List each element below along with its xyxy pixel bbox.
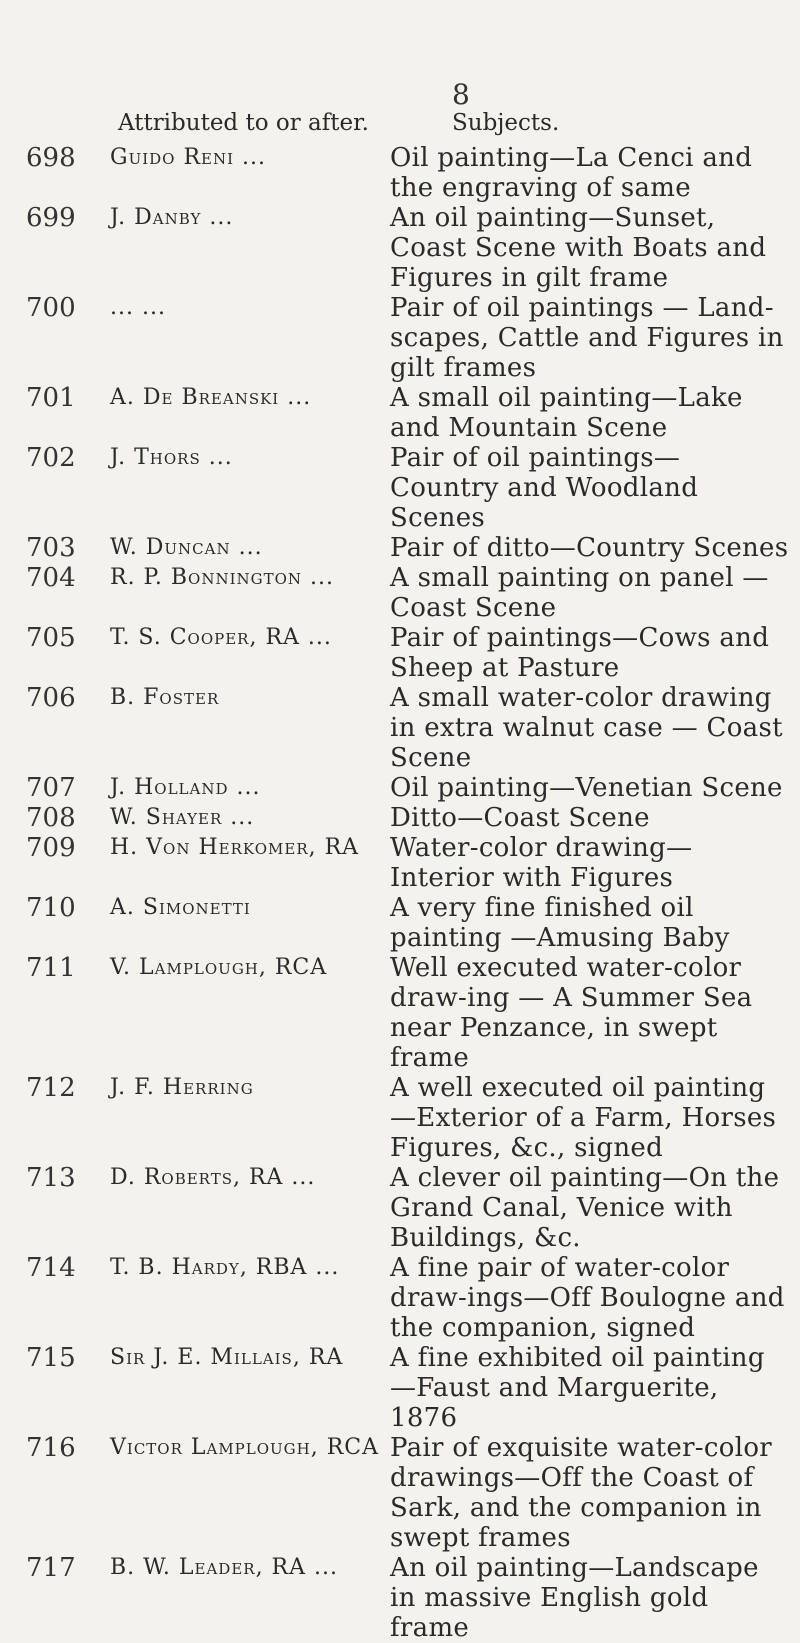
lot-number: 710 (26, 893, 76, 923)
lot-artist: T. B. Hardy, RBA ... (110, 1255, 340, 1280)
lot-number: 716 (26, 1433, 76, 1463)
lot-number: 713 (26, 1163, 76, 1193)
lot-entry (0, 1073, 800, 1163)
lot-subject: Pair of paintings—Cows and Sheep at Pasture (390, 623, 770, 683)
lot-entry (0, 143, 800, 203)
lot-artist: J. Thors ... (110, 445, 233, 470)
lot-subject: Oil painting—La Cenci and the engraving of same (390, 143, 753, 203)
lot-subject: A very fine finished oil painting —Amusing Baby (390, 893, 730, 953)
column-header-attribution: Attributed to or after. (118, 110, 369, 136)
lot-subject: Water-color drawing—Interior with Figures (390, 833, 693, 893)
lot-number: 700 (26, 293, 76, 323)
lot-entry (0, 803, 800, 833)
lot-artist: J. Holland ... (110, 775, 261, 800)
lot-entry (0, 1433, 800, 1553)
lot-entry (0, 203, 800, 293)
lot-number: 711 (26, 953, 76, 983)
lot-artist: ... ... (110, 295, 166, 320)
lot-artist: R. P. Bonnington ... (110, 565, 335, 590)
lot-entry (0, 833, 800, 893)
lot-entry (0, 1163, 800, 1253)
lot-subject: Well executed water-color draw-ing — A Summer Sea near Penzance, in swept frame (390, 953, 753, 1073)
lot-number: 709 (26, 833, 76, 863)
lot-entry (0, 293, 800, 383)
lot-number: 715 (26, 1343, 76, 1373)
lot-entry (0, 533, 800, 563)
lot-subject: A fine exhibited oil painting—Faust and Marguerite, 1876 (390, 1343, 765, 1433)
lot-subject: Pair of oil paintings — Land-scapes, Cattle and Figures in gilt frames (390, 293, 784, 383)
catalog-list (0, 143, 800, 1643)
lot-number: 704 (26, 563, 76, 593)
lot-entry (0, 953, 800, 1073)
lot-number: 698 (26, 143, 76, 173)
lot-artist: W. Duncan ... (110, 535, 263, 560)
lot-artist: A. Simonetti (110, 895, 251, 920)
lot-subject: Pair of ditto—Country Scenes (390, 533, 789, 563)
lot-entry (0, 893, 800, 953)
column-header-subjects: Subjects. (452, 110, 560, 136)
lot-number: 717 (26, 1553, 76, 1583)
lot-entry (0, 1553, 800, 1643)
lot-entry (0, 383, 800, 443)
lot-artist: Sir J. E. Millais, RA (110, 1345, 344, 1370)
lot-number: 706 (26, 683, 76, 713)
lot-artist: V. Lamplough, RCA (110, 955, 328, 980)
lot-entry (0, 563, 800, 623)
lot-entry (0, 1343, 800, 1433)
lot-number: 702 (26, 443, 76, 473)
lot-number: 708 (26, 803, 76, 833)
lot-number: 707 (26, 773, 76, 803)
lot-subject: A fine pair of water-color draw-ings—Off Boulogne and the companion, signed (390, 1253, 785, 1343)
lot-entry (0, 443, 800, 533)
lot-subject: Pair of oil paintings— Country and Woodland Scenes (390, 443, 699, 533)
lot-artist: Victor Lamplough, RCA (110, 1435, 380, 1460)
lot-artist: B. W. Leader, RA ... (110, 1555, 338, 1580)
lot-number: 714 (26, 1253, 76, 1283)
lot-entry (0, 623, 800, 683)
lot-artist: A. De Breanski ... (110, 385, 312, 410)
lot-artist: J. F. Herring (110, 1075, 254, 1100)
lot-entry (0, 1253, 800, 1343)
lot-number: 703 (26, 533, 76, 563)
lot-subject: A small painting on panel — Coast Scene (390, 563, 769, 623)
lot-number: 701 (26, 383, 76, 413)
lot-artist: W. Shayer ... (110, 805, 255, 830)
lot-subject: Ditto—Coast Scene (390, 803, 650, 833)
lot-artist: Guido Reni ... (110, 145, 266, 170)
lot-artist: T. S. Cooper, RA ... (110, 625, 332, 650)
lot-subject: A well executed oil painting—Exterior of a Farm, Horses Figures, &c., signed (390, 1073, 777, 1163)
lot-number: 705 (26, 623, 76, 653)
lot-subject: Oil painting—Venetian Scene (390, 773, 783, 803)
lot-number: 699 (26, 203, 76, 233)
lot-artist: B. Foster (110, 685, 220, 710)
lot-subject: A clever oil painting—On the Grand Canal, Venice with Buildings, &c. (390, 1163, 780, 1253)
lot-subject: An oil painting—Sunset, Coast Scene with Boats and Figures in gilt frame (390, 203, 767, 293)
lot-artist: J. Danby ... (110, 205, 234, 230)
lot-subject: Pair of exquisite water-color drawings—Off the Coast of Sark, and the companion in swept frames (390, 1433, 773, 1553)
lot-number: 712 (26, 1073, 76, 1103)
lot-artist: H. Von Herkomer, RA (110, 835, 360, 860)
page-number: 8 (452, 78, 470, 111)
lot-artist: D. Roberts, RA ... (110, 1165, 316, 1190)
lot-subject: An oil painting—Landscape in massive English gold frame (390, 1553, 759, 1643)
lot-entry (0, 773, 800, 803)
lot-subject: A small oil painting—Lake and Mountain Scene (390, 383, 743, 443)
lot-subject: A small water-color drawing in extra walnut case — Coast Scene (390, 683, 783, 773)
lot-entry (0, 683, 800, 773)
